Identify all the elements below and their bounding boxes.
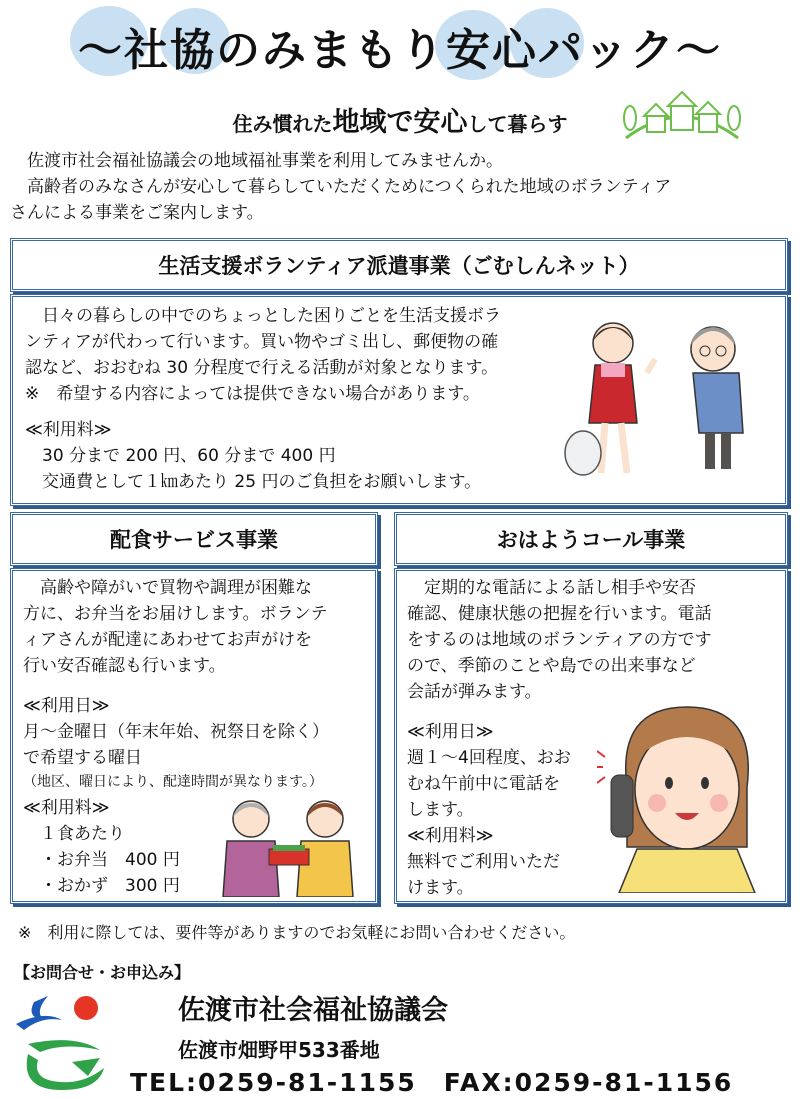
- subtitle-em1: 地域: [332, 107, 387, 138]
- desc-line: 認など、おおむね 30 分程度で行える活動が対象となります。: [25, 358, 499, 378]
- desc-line: ので、季節のことや島での出来事など: [407, 656, 696, 676]
- desc-line: 行い安否確認も行います。: [23, 656, 226, 676]
- service1-desc: [25, 303, 585, 407]
- org-address: 佐渡市畑野甲533番地: [178, 1038, 380, 1062]
- desc-line: 日々の暮らしの中でのちょっとした困りごとを生活支援ボラ: [25, 306, 501, 326]
- org-name: 佐渡市社会福祉協議会: [178, 995, 448, 1026]
- days-label: ≪利用日≫: [23, 696, 110, 716]
- fee-line: 30 分まで 200 円、60 分まで 400 円: [25, 446, 336, 466]
- service2-heading-box: [10, 512, 378, 566]
- fee-label: ≪利用料≫: [23, 798, 110, 818]
- title-area: [0, 6, 800, 86]
- days-line: します。: [407, 800, 474, 820]
- service3-body-box: [394, 568, 788, 904]
- service1-heading-box: [10, 238, 788, 292]
- fee-line: ・お弁当 400 円: [23, 850, 180, 870]
- subtitle-post: して暮らす: [467, 112, 568, 136]
- days-line: むね午前中に電話を: [407, 774, 560, 794]
- days-line: 週１～4回程度、おお: [407, 748, 571, 768]
- service1-heading: 生活支援ボランティア派遣事業（ごむしんネット）: [158, 254, 640, 278]
- fee-line: ・おかず 300 円: [23, 876, 180, 896]
- contact-heading: 【お問合せ・お申込み】: [14, 963, 191, 982]
- desc-line: 高齢や障がいで買物や調理が困難な: [23, 578, 312, 598]
- elderly-woman-illustration: [673, 313, 763, 483]
- days-label: ≪利用日≫: [407, 722, 494, 742]
- service3-heading: おはようコール事業: [496, 528, 686, 552]
- desc-line: 会話が弾みます。: [407, 682, 542, 702]
- volunteer-with-trash-bag-illustration: [561, 313, 661, 483]
- fee-label: ≪利用料≫: [407, 826, 494, 846]
- fee-line: けます。: [407, 878, 474, 898]
- subtitle-mid: で: [386, 107, 414, 138]
- phone-call-woman-illustration: [597, 697, 767, 893]
- intro-text: [10, 148, 790, 226]
- service1-fee: [25, 417, 585, 495]
- subtitle-pre: 住み慣れた: [232, 112, 333, 136]
- desc-line: をするのは地域のボランティアの方です: [407, 630, 712, 650]
- days-note: （地区、曜日により、配達時間が異なります。）: [23, 774, 323, 790]
- fee-line: １食あたり: [23, 824, 125, 844]
- service1-body-box: [10, 294, 788, 506]
- desc-line: ィアさんが配達にあわせてお声がけを: [23, 630, 312, 650]
- page-title: ～社協のみまもり安心パック～: [78, 25, 722, 76]
- service2-days: [23, 693, 371, 793]
- shakyo-logo: [14, 990, 114, 1094]
- desc-line: ※ 希望する内容によっては提供できない場合があります。: [25, 384, 480, 404]
- fee-line: 交通費として１㎞あたり 25 円のご負担をお願いします。: [25, 472, 482, 492]
- desc-line: 確認、健康状態の把握を行います。電話: [407, 604, 712, 624]
- days-line: で希望する曜日: [23, 748, 142, 768]
- tel-fax: TEL:0259-81-1155 FAX:0259-81-1156: [130, 1068, 734, 1097]
- fee-line: 無料でご利用いただ: [407, 852, 560, 872]
- service2-desc: [23, 575, 368, 679]
- days-line: 月～金曜日（年末年始、祝祭日を除く）: [23, 722, 329, 742]
- service3-heading-box: [394, 512, 788, 566]
- desc-line: 定期的な電話による話し相手や安否: [407, 578, 696, 598]
- desc-line: ンティアが代わって行います。買い物やゴミ出し、郵便物の確: [25, 332, 499, 352]
- footnote: ※ 利用に際しては、要件等がありますのでお気軽にお問い合わせください。: [18, 923, 576, 942]
- service3-days: [407, 719, 607, 901]
- intro-line: 高齢者のみなさんが安心して暮らしていただくためにつくられた地域のボランティア: [10, 177, 672, 197]
- service2-fee: [23, 795, 223, 899]
- service3-desc: [407, 575, 779, 705]
- intro-line: さんによる事業をご案内します。: [10, 203, 264, 223]
- service2-body-box: [10, 568, 378, 904]
- meal-delivery-illustration: [213, 797, 363, 897]
- fee-label: ≪利用料≫: [25, 420, 112, 440]
- intro-line: 佐渡市社会福祉協議会の地域福祉事業を利用してみませんか。: [10, 151, 503, 171]
- desc-line: 方に、お弁当をお届けします。ボランテ: [23, 604, 328, 624]
- houses-illustration: [622, 86, 742, 142]
- subtitle-em2: 安心: [413, 107, 468, 138]
- service2-heading: 配食サービス事業: [110, 528, 278, 552]
